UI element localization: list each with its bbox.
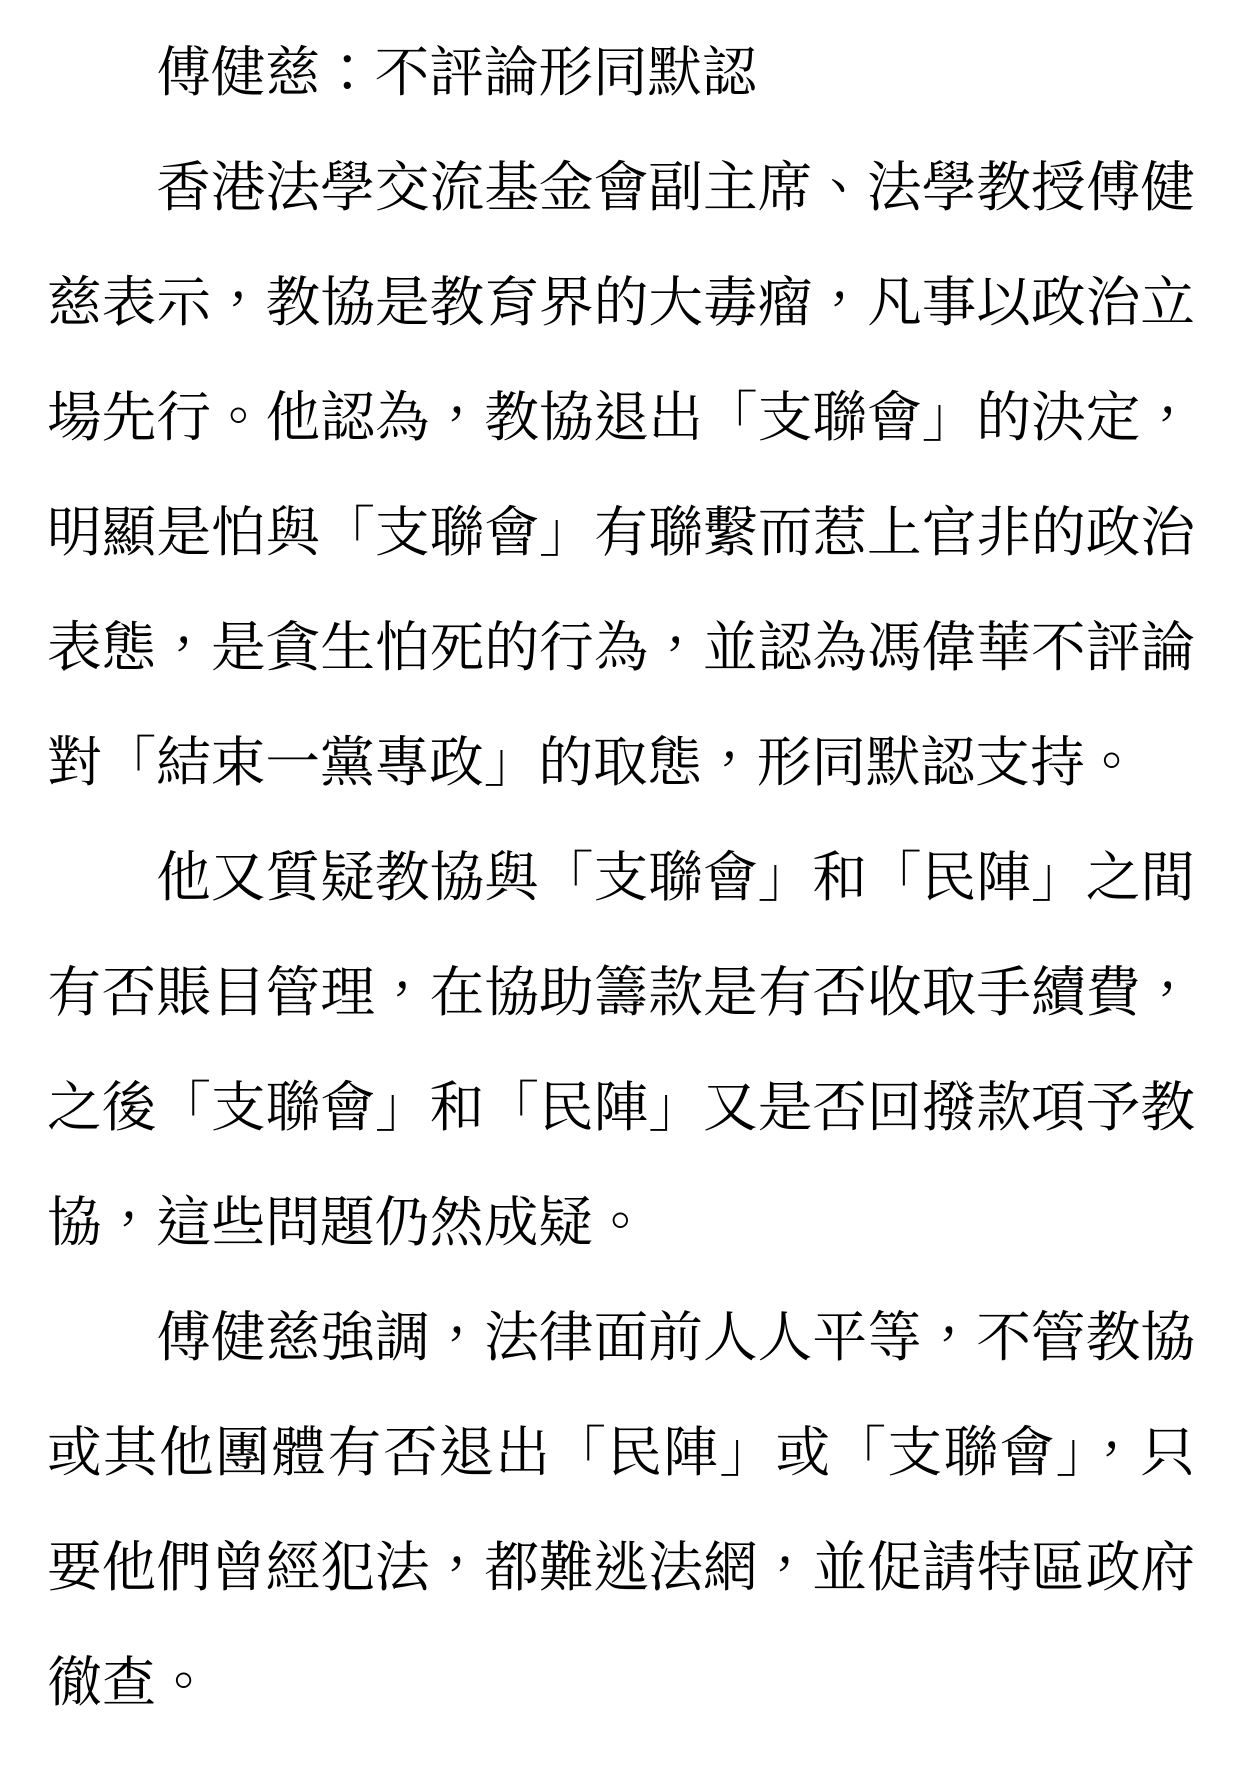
article-paragraph: 傅健慈強調，法律面前人人平等，不管教協或其他團體有否退出「民陣」或「支聯會」，只要他們曾經犯法，都難逃法網，並促請特區政府徹查。	[47, 1307, 1195, 1713]
article-title: 傅健慈：不評論形同默認	[156, 42, 757, 103]
article-paragraph: 他又質疑教協與「支聯會」和「民陣」之間有否賬目管理，在協助籌款是有否收取手續費，之後「支聯會」和「民陣」又是否回撥款項予教協，這些問題仍然成疑。	[47, 847, 1195, 1253]
article-paragraph: 香港法學交流基金會副主席、法學教授傅健慈表示，教協是教育界的大毒瘤，凡事以政治立場先行。他認為，教協退出「支聯會」的決定，明顯是怕與「支聯會」有聯繫而惹上官非的政治表態，是貪生怕死的行為，並認為馮偉華不評論對「結束一黨專政」的取態，形同默認支持。	[47, 157, 1195, 793]
